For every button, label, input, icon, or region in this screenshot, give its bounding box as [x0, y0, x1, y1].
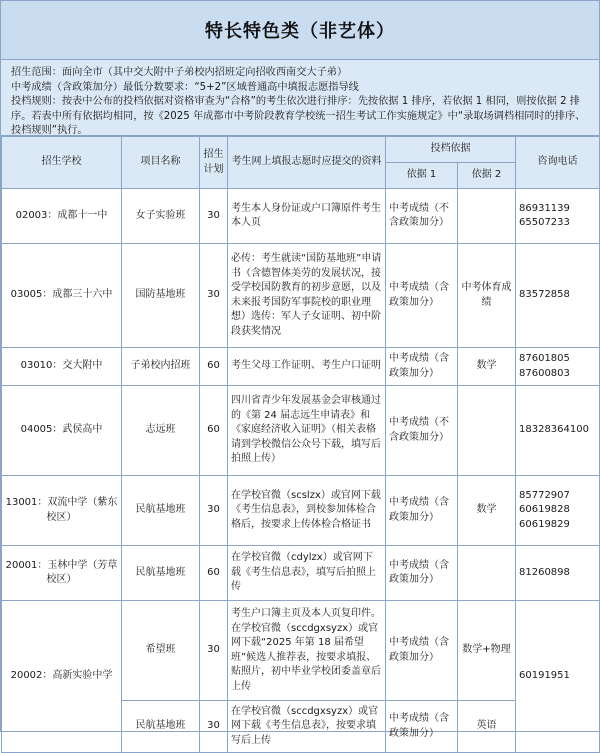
note-scope: 招生范围：面向全市（其中交大附中子弟校内招班定向招收西南交大子弟）: [11, 67, 348, 78]
basis1-cell: 中考成绩（含政策加分）: [386, 476, 458, 546]
phone-number: 60619828: [519, 504, 570, 516]
notes-panel: [1, 60, 599, 136]
phone-number: 83572858: [519, 289, 570, 301]
header-basis: 投档依据: [386, 137, 516, 163]
basis1-cell: 中考成绩（含政策加分）: [386, 348, 458, 386]
plan-cell: 30: [200, 476, 228, 546]
header-phone: 咨询电话: [516, 137, 600, 189]
phone-cell: [516, 386, 600, 476]
table-row: [2, 601, 600, 701]
phone-number: 81260898: [519, 566, 570, 578]
phone-number: 87601805: [519, 353, 570, 364]
school-cell: 02003：成都十一中: [2, 189, 122, 244]
basis1-cell: 中考成绩（含政策加分）: [386, 601, 458, 701]
basis1-cell: 中考成绩（不含政策加分）: [386, 189, 458, 244]
basis1-cell: 中考成绩（含政策加分）: [386, 546, 458, 601]
school-cell: 03005：成都三十六中: [2, 244, 122, 348]
phone-number: 85772907: [519, 489, 570, 501]
plan-cell: 60: [200, 386, 228, 476]
phone-number: 87600803: [519, 367, 570, 379]
basis2-cell: [458, 546, 516, 601]
materials-cell: 四川省青少年发展基金会审核通过的《第 24 届志远生申请表》和《家庭经济收入证明》（相关表格请到学校微信公众号下载，填写后拍照上传）: [228, 386, 386, 476]
title-bar: [1, 1, 599, 60]
materials-cell: 考生户口簿主页及本人页复印件。在学校官微（sccdgxsyzx）或官网下载“2025 年第 18 届希望班”候选人推荐表，按要求填报、贴照片，初中毕业学校团委盖章后上传: [228, 601, 386, 701]
school-cell: 13001：双流中学（紫东校区）: [2, 476, 122, 546]
note-rules: 投档规则：按表中公布的投档依据对资格审查为“合格”的考生依次进行排序：先按依据 1 排序，若依据 1 相同，则按依据 2 排序。若表中所有依据均相同，按《2025 年成都市中考阶段教育学校统一招生考试工作实施规定》中“录取场调档相同时的排序、投档规则”执行。: [11, 96, 586, 136]
basis2-cell: 英语: [458, 701, 516, 753]
phone-number: 60619829: [519, 518, 570, 530]
table-row: [2, 546, 600, 601]
plan-cell: 60: [200, 348, 228, 386]
plan-cell: 30: [200, 244, 228, 348]
table-row: [2, 386, 600, 476]
materials-cell: 在学校官微（scslzx）或官网下载《考生信息表》，到校参加体检合格后，按要求上传体检合格证书: [228, 476, 386, 546]
table-row: [2, 244, 600, 348]
phone-cell: [516, 546, 600, 601]
project-cell: 希望班: [122, 601, 200, 701]
project-cell: 子弟校内招班: [122, 348, 200, 386]
table-row: [2, 348, 600, 386]
basis2-cell: 数学: [458, 476, 516, 546]
project-cell: 女子实验班: [122, 189, 200, 244]
materials-cell: 考生父母工作证明、考生户口证明: [228, 348, 386, 386]
school-cell: 20001：玉林中学（芳草校区）: [2, 546, 122, 601]
basis2-cell: [458, 386, 516, 476]
header-basis1: 依据 1: [386, 163, 458, 189]
school-cell: 04005：武侯高中: [2, 386, 122, 476]
project-cell: 民航基地班: [122, 476, 200, 546]
phone-cell: [516, 601, 600, 753]
phone-number: 86931139: [519, 202, 570, 214]
phone-cell: [516, 244, 600, 348]
materials-cell: 在学校官微（cdylzx）或官网下载《考生信息表》，填写后拍照上传: [228, 546, 386, 601]
plan-cell: 60: [200, 546, 228, 601]
table-row: [2, 476, 600, 546]
basis1-cell: 中考成绩（含政策加分）: [386, 244, 458, 348]
phone-cell: [516, 348, 600, 386]
page-title: 特长特色类（非艺体）: [205, 21, 395, 42]
materials-cell: 在学校官微（sccdgxsyzx）或官网下载《考生信息表》，按要求填写后上传: [228, 701, 386, 753]
basis2-cell: 数学+物理: [458, 601, 516, 701]
project-cell: 民航基地班: [122, 546, 200, 601]
header-school: 招生学校: [2, 137, 122, 189]
table-row: [2, 189, 600, 244]
project-cell: 民航基地班: [122, 701, 200, 753]
phone-number: 65507233: [519, 217, 570, 228]
admission-table: [1, 136, 600, 753]
phone-cell: [516, 189, 600, 244]
materials-cell: 必传：考生就读“国防基地班”申请书（含德智体美劳的发展状况，接受学校国防教育的初步意愿，以及未来报考国防军事院校的职业理想）选传：军人子女证明、初中阶段获奖情况: [228, 244, 386, 348]
project-cell: 国防基地班: [122, 244, 200, 348]
materials-cell: 考生本人身份证或户口簿原件考生本人页: [228, 189, 386, 244]
header-project: 项目名称: [122, 137, 200, 189]
phone-number: 60191951: [519, 670, 570, 682]
basis1-cell: 中考成绩（含政策加分）: [386, 701, 458, 753]
project-cell: 志远班: [122, 386, 200, 476]
header-plan: 招生计划: [200, 137, 228, 189]
school-cell: 20002：高新实验中学: [2, 601, 122, 753]
note-min-score: 中考成绩（含政策加分）最低分数要求：“5+2”区域普通高中填报志愿指导线: [11, 81, 359, 93]
header-materials: 考生网上填报志愿时应提交的资料: [228, 137, 386, 189]
basis2-cell: 数学: [458, 348, 516, 386]
basis1-cell: 中考成绩（不含政策加分）: [386, 386, 458, 476]
basis2-cell: [458, 189, 516, 244]
basis2-cell: 中考体育成绩: [458, 244, 516, 348]
school-cell: 03010：交大附中: [2, 348, 122, 386]
phone-number: 18328364100: [519, 424, 589, 436]
plan-cell: 30: [200, 701, 228, 753]
header-basis2: 依据 2: [458, 163, 516, 189]
phone-cell: [516, 476, 600, 546]
plan-cell: 30: [200, 189, 228, 244]
plan-cell: 30: [200, 601, 228, 701]
